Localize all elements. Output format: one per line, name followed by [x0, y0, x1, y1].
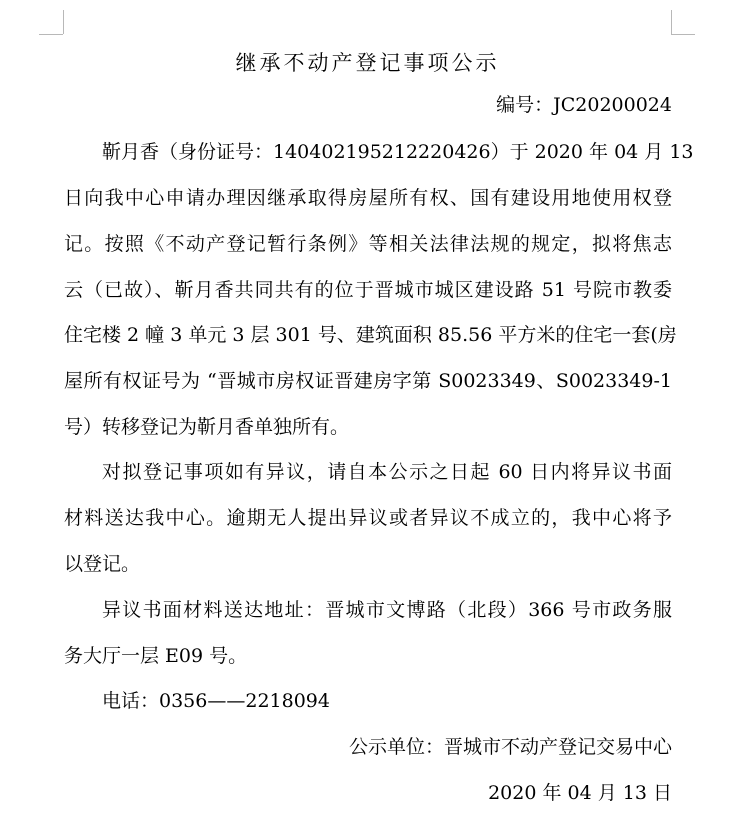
- paragraph1-line: 靳月香（身份证号：140402195212220426）于 2020 年 04 月 13: [102, 141, 694, 163]
- paragraph2-line: 对拟登记事项如有异议，请自本公示之日起 60 日内将异议书面: [102, 461, 672, 483]
- crop-mark-top-left-horizontal: [39, 34, 63, 35]
- paragraph2-line: 材料送达我中心。逾期无人提出异议或者异议不成立的，我中心将予: [64, 507, 672, 529]
- paragraph3-line: 异议书面材料送达地址：晋城市文博路（北段）366 号市政务服: [102, 599, 672, 621]
- document-number: 编号：JC20200024: [496, 94, 672, 116]
- paragraph1-line: 日向我中心申请办理因继承取得房屋所有权、国有建设用地使用权登: [64, 187, 672, 209]
- publisher: 公示单位：晋城市不动产登记交易中心: [348, 736, 672, 758]
- document-title: 继承不动产登记事项公示: [235, 51, 500, 75]
- paragraph1-line: 云（已故）、靳月香共同共有的位于晋城市城区建设路 51 号院市教委: [64, 279, 672, 301]
- crop-mark-top-left-vertical: [63, 10, 64, 34]
- publication-date: 2020 年 04 月 13 日: [488, 782, 672, 804]
- paragraph1-line: 记。按照《不动产登记暂行条例》等相关法律法规的规定，拟将焦志: [64, 233, 672, 255]
- paragraph1-line: 屋所有权证号为 “晋城市房权证晋建房字第 S0023349、S0023349-1: [64, 370, 672, 392]
- paragraph3-line: 务大厅一层 E09 号。: [64, 645, 248, 667]
- paragraph2-line: 以登记。: [64, 553, 141, 575]
- crop-mark-top-right-vertical: [671, 10, 672, 34]
- phone-number: 电话：0356——2218094: [102, 690, 330, 712]
- crop-mark-top-right-horizontal: [671, 34, 695, 35]
- paragraph1-line: 住宅楼 2 幢 3 单元 3 层 301 号、建筑面积 85.56 平方米的住宅一套(房: [64, 324, 677, 346]
- paragraph1-line: 号）转移登记为靳月香单独所有。: [64, 416, 350, 438]
